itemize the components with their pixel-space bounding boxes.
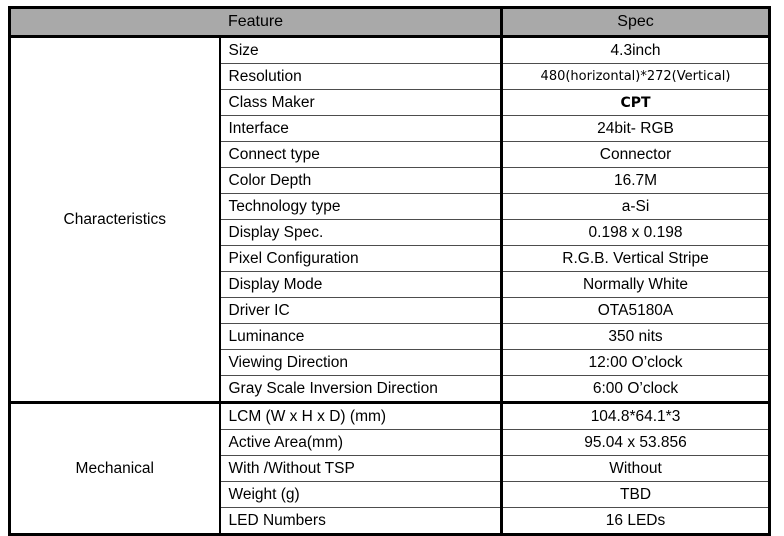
feature-cell: LED Numbers: [220, 508, 502, 535]
header-row: [10, 8, 770, 37]
spec-cell: CPT: [502, 90, 770, 116]
spec-cell: Normally White: [502, 272, 770, 298]
feature-cell: Driver IC: [220, 298, 502, 324]
header-feature: Feature: [10, 8, 502, 37]
spec-cell: 24bit- RGB: [502, 116, 770, 142]
feature-cell: Color Depth: [220, 168, 502, 194]
spec-cell: 480(horizontal)*272(Vertical): [502, 64, 770, 90]
feature-cell: Class Maker: [220, 90, 502, 116]
feature-cell: Resolution: [220, 64, 502, 90]
spec-cell: 16 LEDs: [502, 508, 770, 535]
table-header: [10, 8, 770, 37]
feature-cell: Display Mode: [220, 272, 502, 298]
feature-cell: Connect type: [220, 142, 502, 168]
feature-cell: Gray Scale Inversion Direction: [220, 376, 502, 403]
spec-cell: 104.8*64.1*3: [502, 403, 770, 430]
spec-cell: 95.04 x 53.856: [502, 430, 770, 456]
table-row: [10, 37, 770, 64]
group-label-characteristics: Characteristics: [10, 37, 220, 403]
spec-cell: 4.3inch: [502, 37, 770, 64]
feature-cell: Active Area(mm): [220, 430, 502, 456]
feature-cell: Pixel Configuration: [220, 246, 502, 272]
spec-cell: 12:00 O’clock: [502, 350, 770, 376]
group-label-mechanical: Mechanical: [10, 403, 220, 535]
spec-cell: 16.7M: [502, 168, 770, 194]
spec-table: [8, 6, 771, 536]
feature-cell: Interface: [220, 116, 502, 142]
spec-cell: 6:00 O’clock: [502, 376, 770, 403]
spec-cell: OTA5180A: [502, 298, 770, 324]
spec-cell: Without: [502, 456, 770, 482]
section-characteristics: [10, 37, 770, 403]
feature-cell: Luminance: [220, 324, 502, 350]
feature-cell: With /Without TSP: [220, 456, 502, 482]
feature-cell: Viewing Direction: [220, 350, 502, 376]
spec-cell: Connector: [502, 142, 770, 168]
header-spec: Spec: [502, 8, 770, 37]
spec-cell: a-Si: [502, 194, 770, 220]
feature-cell: Size: [220, 37, 502, 64]
spec-cell: 350 nits: [502, 324, 770, 350]
table-row: [10, 403, 770, 430]
section-mechanical: [10, 403, 770, 535]
feature-cell: Technology type: [220, 194, 502, 220]
spec-cell: TBD: [502, 482, 770, 508]
feature-cell: Display Spec.: [220, 220, 502, 246]
feature-cell: Weight (g): [220, 482, 502, 508]
spec-cell: R.G.B. Vertical Stripe: [502, 246, 770, 272]
feature-cell: LCM (W x H x D) (mm): [220, 403, 502, 430]
spec-cell: 0.198 x 0.198: [502, 220, 770, 246]
